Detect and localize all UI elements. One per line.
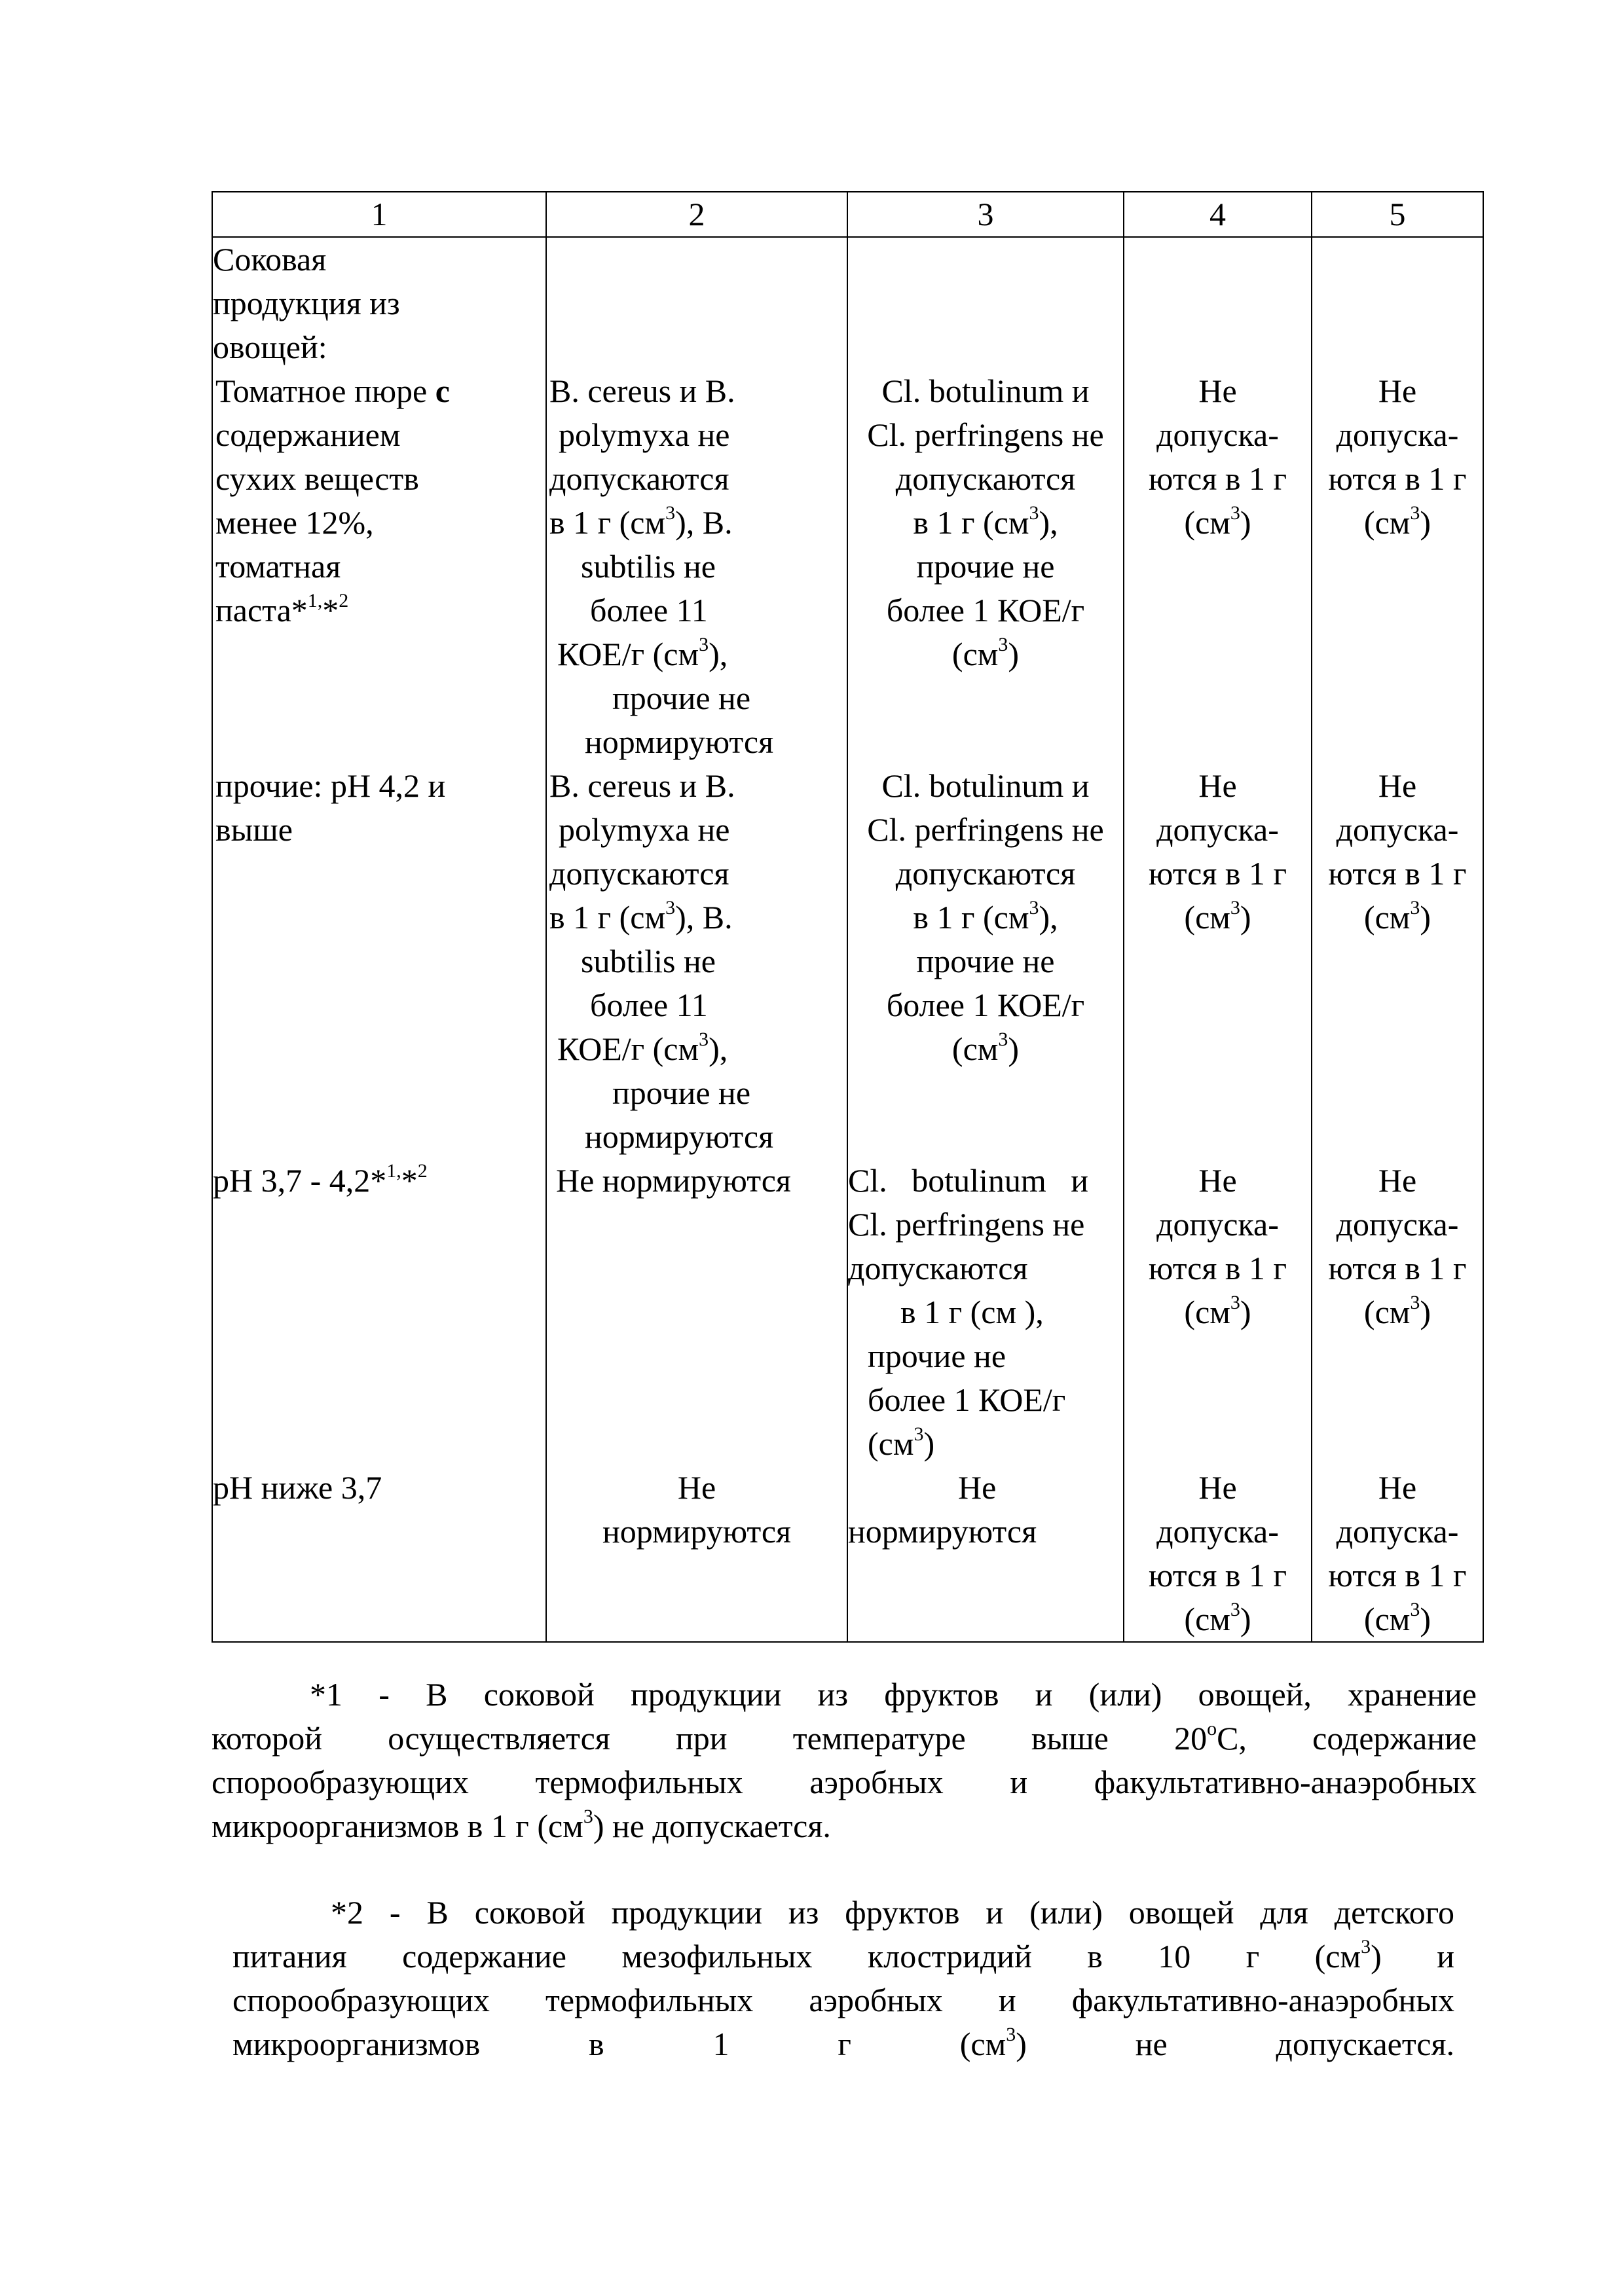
cell-line: $(см^3)$ <box>1363 897 1431 936</box>
footnote-line: *1 - В соковой продукции из фруктов и (или) овощей, хранение <box>310 1676 1477 1713</box>
cell-line: более 1 КОЕ/г <box>886 592 1085 629</box>
product-cell <box>212 1466 546 1642</box>
header-cell-5: 5 <box>1312 192 1483 237</box>
cell-line: $(см^3)$ <box>1184 1292 1251 1330</box>
cell-line: Не <box>1198 1469 1237 1506</box>
cell-line: допускаются <box>895 460 1076 497</box>
cell-line: допуска- <box>1336 811 1459 848</box>
cell-line: допуска- <box>1156 1513 1279 1550</box>
cell-line: polymyxa не <box>559 416 730 453</box>
cell-line: допуска- <box>1156 811 1279 848</box>
cell-line: прочие не <box>916 943 1055 979</box>
cell-line: subtilis не <box>581 548 716 585</box>
norm-cell-col4 <box>1124 1466 1312 1642</box>
table-row <box>212 369 1483 764</box>
cell-line: Не <box>1198 1162 1237 1199</box>
cell-line: паста*$^{1,}$*$^2$ <box>215 590 349 629</box>
product-cell <box>212 764 546 1159</box>
cell-line: более 11 <box>590 987 708 1023</box>
norm-cell-col4 <box>1124 1159 1312 1466</box>
cell-line: ются в 1 г <box>1149 1250 1287 1286</box>
norm-cell-col2 <box>546 1466 847 1642</box>
cell-line: допускаются <box>549 855 729 892</box>
norm-cell-col3 <box>847 369 1124 764</box>
cell-line: $(см^3)$ <box>951 1029 1020 1067</box>
cell-line: прочие: pH 4,2 и <box>215 767 446 804</box>
norm-cell-col4 <box>1124 369 1312 764</box>
cell-line: в 1 г $(см^3)$, <box>913 502 1058 541</box>
cell-line: ются в 1 г <box>1328 1250 1467 1286</box>
microbiology-norms-table <box>212 191 1484 1643</box>
cell-line: допускаются <box>848 1250 1028 1286</box>
cell-line: pH ниже 3,7 <box>213 1469 382 1506</box>
cell-line: ются в 1 г <box>1328 1557 1467 1594</box>
cell-line: допускаются <box>895 855 1076 892</box>
footnote-line: микроорганизмов в 1 г $(см^3)$ не допускается. <box>232 2024 1454 2062</box>
cell-line: Не <box>958 1469 997 1506</box>
norm-cell-col2 <box>546 1159 847 1466</box>
cell-line: нормируются <box>848 1513 1037 1550</box>
cell-line: $(см^3)$ <box>1184 502 1251 541</box>
cell-line: КОЕ/г $(см^3)$, <box>557 634 728 672</box>
table-row <box>212 237 1483 369</box>
norm-cell-col5 <box>1312 1159 1483 1466</box>
cell-line: $(см^3)$ <box>1184 897 1251 936</box>
table-row <box>212 1466 1483 1642</box>
cell-line: Томатное пюре с <box>215 373 450 409</box>
cell-line: в 1 г (см ), <box>900 1294 1044 1330</box>
footnote-line: спорообразующих термофильных аэробных и факультативно-анаэробных <box>212 1764 1477 1800</box>
footnote-1 <box>212 1673 1477 1848</box>
cell-line: прочие не <box>612 680 751 716</box>
footnote-line: *2 - В соковой продукции из фруктов и (или) овощей для детского <box>331 1894 1454 1931</box>
cell-line: $(см^3)$ <box>1363 1292 1431 1330</box>
product-cell <box>212 369 546 764</box>
footnote-line: питания содержание мезофильных клостридий в 10 г $(см^3)$ и <box>232 1936 1454 1975</box>
norm-cell-col4 <box>1124 764 1312 1159</box>
cell-line: допускаются <box>549 460 729 497</box>
cell-line: $(см^3)$ <box>1363 1599 1431 1637</box>
cell-line: в 1 г $(см^3)$, <box>913 897 1058 936</box>
cell-line: томатная <box>215 548 341 585</box>
cell-line: сухих веществ <box>215 460 419 497</box>
cell-line: допуска- <box>1156 416 1279 453</box>
norm-cell-col2 <box>546 764 847 1159</box>
table-row <box>212 764 1483 1159</box>
cell-line: $(см^3)$ <box>951 634 1020 672</box>
cell-line: $(см^3)$ <box>1363 502 1431 541</box>
cell-line: Cl. perfringens не <box>848 1206 1085 1243</box>
cell-line: выше <box>215 811 293 848</box>
norm-cell-col2 <box>546 369 847 764</box>
cell-line: допуска- <box>1156 1206 1279 1243</box>
norm-cell-col5 <box>1312 764 1483 1159</box>
cell-line: Не <box>1378 767 1417 804</box>
cell-line: ются в 1 г <box>1149 855 1287 892</box>
footnote-line: микроорганизмов в 1 г $(см^3)$ не допускается. <box>212 1806 831 1844</box>
cell-line: прочие не <box>916 548 1055 585</box>
cell-line: Cl. botulinum и <box>881 373 1090 409</box>
cell-line: Не <box>677 1469 716 1506</box>
table-row <box>212 1159 1483 1466</box>
cell-line: ются в 1 г <box>1328 460 1467 497</box>
cell-line: Cl. perfringens не <box>867 416 1104 453</box>
cell-line: допуска- <box>1336 1513 1459 1550</box>
header-cell-1: 1 <box>212 192 546 237</box>
norm-cell-col3 <box>847 764 1124 1159</box>
cell-line: ются в 1 г <box>1328 855 1467 892</box>
cell-line: Не <box>1378 1162 1417 1199</box>
group-label-line: Соковая <box>213 241 327 278</box>
footnote-line: которой осуществляется при температуре выше $20^оС$, содержание <box>212 1718 1477 1757</box>
cell-line: более 1 КОЕ/г <box>886 987 1085 1023</box>
cell-line: ются в 1 г <box>1149 460 1287 497</box>
norm-cell-col3 <box>847 1159 1124 1466</box>
footnote-line: спорообразующих термофильных аэробных и факультативно-анаэробных <box>232 1982 1454 2018</box>
cell-line: КОЕ/г $(см^3)$, <box>557 1029 728 1067</box>
group-label-line: овощей: <box>213 329 327 365</box>
cell-line: допуска- <box>1336 1206 1459 1243</box>
cell-line: Не <box>1198 767 1237 804</box>
cell-line: $(см^3)$ <box>868 1423 935 1462</box>
cell-line: допуска- <box>1336 416 1459 453</box>
cell-line: менее 12%, <box>215 504 374 541</box>
product-cell <box>212 1159 546 1466</box>
cell-line: Cl. perfringens не <box>867 811 1104 848</box>
cell-line: в 1 г $(см^3)$, B. <box>549 502 733 541</box>
cell-line: $(см^3)$ <box>1184 1599 1251 1637</box>
header-cell-2: 2 <box>546 192 847 237</box>
footnote-2 <box>232 1891 1454 2066</box>
cell-line: subtilis не <box>581 943 716 979</box>
cell-line: Не <box>1378 373 1417 409</box>
cell-line: B. cereus и B. <box>549 767 735 804</box>
cell-line: содержанием <box>215 416 401 453</box>
cell-line: pH 3,7 - 4,2*$^{1,}$*$^2$ <box>213 1160 428 1199</box>
cell-line: polymyxa не <box>559 811 730 848</box>
header-cell-3: 3 <box>847 192 1124 237</box>
cell-line: Cl. botulinum и <box>881 767 1090 804</box>
cell-line: Cl. botulinum и <box>848 1162 1089 1199</box>
header-cell-4: 4 <box>1124 192 1312 237</box>
cell-line: прочие не <box>868 1338 1006 1374</box>
group-label-cell <box>212 237 546 369</box>
cell-line: более 11 <box>590 592 708 629</box>
group-label-line: продукция из <box>213 285 400 321</box>
cell-line: Не <box>1198 373 1237 409</box>
norm-cell-col5 <box>1312 369 1483 764</box>
cell-line: ются в 1 г <box>1149 1557 1287 1594</box>
norm-cell-col3 <box>847 1466 1124 1642</box>
norm-cell-col5 <box>1312 1466 1483 1642</box>
cell-line: B. cereus и B. <box>549 373 735 409</box>
table-header-row <box>212 192 1483 237</box>
cell-line: нормируются <box>585 723 774 760</box>
cell-line: в 1 г $(см^3)$, B. <box>549 897 733 936</box>
cell-line: прочие не <box>612 1074 751 1111</box>
cell-line: более 1 КОЕ/г <box>868 1381 1066 1418</box>
cell-line: нормируются <box>585 1118 774 1155</box>
cell-line: нормируются <box>602 1513 792 1550</box>
cell-line: Не <box>1378 1469 1417 1506</box>
cell-line: Не нормируются <box>556 1162 791 1199</box>
